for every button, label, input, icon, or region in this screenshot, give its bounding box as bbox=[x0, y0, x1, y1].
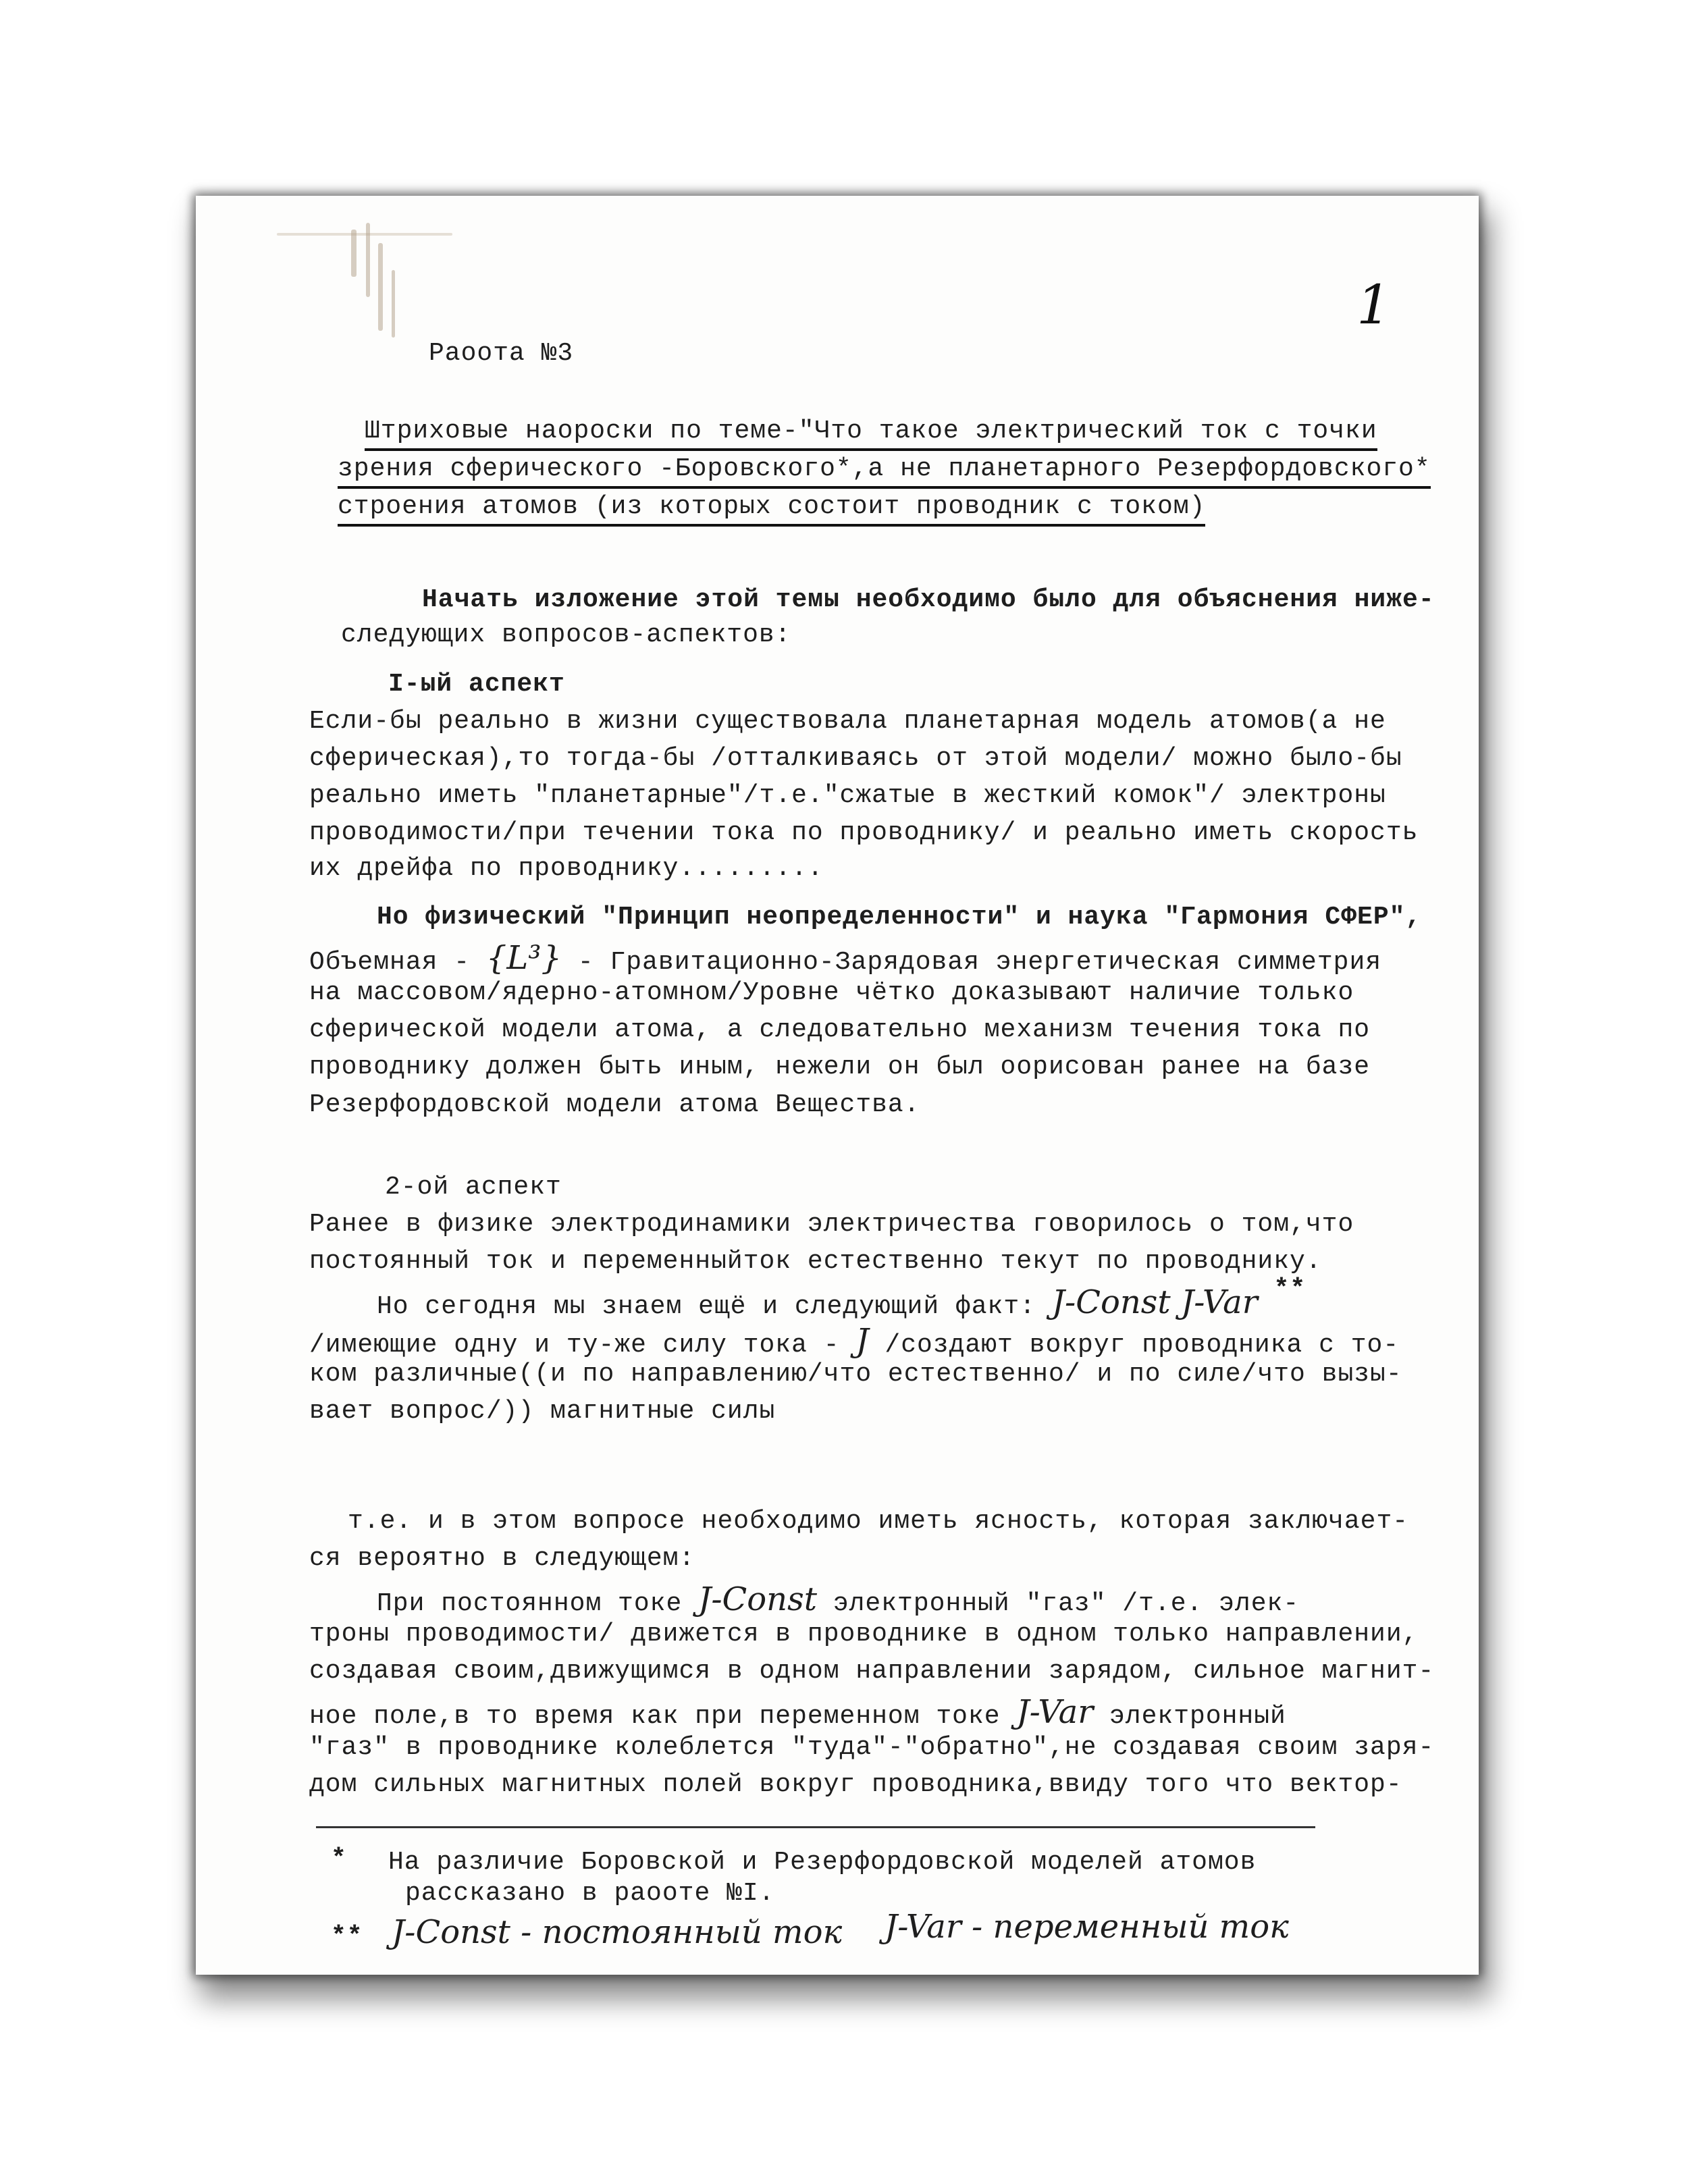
paragraph-line: вает вопрос/)) магнитные силы bbox=[309, 1397, 776, 1426]
heading-line-3: строения атомов (из которых состоит проводник с током) bbox=[338, 494, 1205, 527]
paragraph-text: При постоянном токе bbox=[377, 1589, 683, 1618]
heading-line-1: Штриховые наороски по теме-"Что такое электрический ток с точки bbox=[365, 419, 1377, 451]
paragraph-line: Резерфордовской модели атома Вещества. bbox=[309, 1090, 920, 1119]
paragraph-text: /создают вокруг проводника с то- bbox=[885, 1331, 1400, 1360]
paragraph-line: "газ" в проводнике колеблется "туда"-"обратно",не создавая своим заря- bbox=[309, 1733, 1435, 1762]
footnote-marker: * bbox=[331, 1844, 347, 1873]
stain-mark bbox=[378, 243, 383, 331]
handwritten-formula: J-Var bbox=[1016, 1693, 1094, 1731]
paragraph-line: Ранее в физике электродинамики электричества говорилось о том,что bbox=[309, 1210, 1354, 1239]
intro-line: следующих вопросов-аспектов: bbox=[341, 620, 791, 649]
handwritten-formula: {L³} bbox=[485, 939, 562, 977]
paragraph-line: постоянный ток и переменныйток естественно текут по проводнику. bbox=[309, 1247, 1322, 1276]
handwritten-formula: J bbox=[855, 1322, 869, 1360]
heading-line-2: зрения сферического -Боровского*,а не планетарного Резерфордовского* bbox=[338, 456, 1431, 489]
paragraph-text: /имеющие одну и ту-же силу тока - bbox=[309, 1331, 840, 1360]
handwritten-formula: J-Const bbox=[698, 1580, 818, 1618]
handwritten-footnote: J-Const - постоянный ток bbox=[392, 1913, 843, 1951]
work-title: Раоота №3 bbox=[429, 339, 574, 368]
paragraph-line: их дрейфа по проводнику......... bbox=[309, 854, 824, 883]
paragraph-text: Но сегодня мы знаем ещё и следующий факт: bbox=[377, 1292, 1036, 1321]
paragraph-line: Но физический "Принцип неопределенности" и наука "Гармония СФЕР", bbox=[377, 903, 1422, 932]
paragraph-text: электронный "газ" /т.е. элек- bbox=[833, 1589, 1300, 1618]
page-number: 1 bbox=[1356, 273, 1391, 336]
footnote-marker: ** bbox=[1273, 1275, 1307, 1304]
paragraph-text: - Гравитационно-Зарядовая энергетическая симметрия bbox=[577, 948, 1382, 977]
footnote-separator bbox=[316, 1826, 1315, 1828]
intro-line: Начать изложение этой темы необходимо было для объяснения ниже- bbox=[422, 585, 1435, 614]
paragraph-line: т.е. и в этом вопросе необходимо иметь ясность, которая заключает- bbox=[348, 1507, 1409, 1536]
paragraph-line: проводимости/при течении тока по проводнику/ и реально иметь скорость bbox=[309, 818, 1419, 847]
aspect-1-title: I-ый аспект bbox=[388, 670, 565, 699]
paragraph-line: реально иметь "планетарные"/т.е."сжатые в жесткий комок"/ электроны bbox=[309, 781, 1386, 810]
footnote-line: рассказано в раооте №I. bbox=[405, 1879, 775, 1908]
paragraph-line: проводнику должен быть иным, нежели он был оорисован ранее на базе bbox=[309, 1053, 1371, 1082]
paragraph-line: создавая своим,движущимся в одном направлении зарядом, сильное магнит- bbox=[309, 1657, 1435, 1686]
stain-mark bbox=[392, 270, 395, 338]
paragraph-text: ное поле,в то время как при переменном токе bbox=[309, 1702, 1001, 1731]
stain-mark bbox=[277, 233, 452, 236]
handwritten-formula: J-Const J-Var bbox=[1051, 1283, 1258, 1321]
aspect-2-title: 2-ой аспект bbox=[385, 1173, 562, 1202]
stain-mark bbox=[351, 230, 357, 277]
paragraph-line: троны проводимости/ движется в проводнике в одном только направлении, bbox=[309, 1620, 1419, 1649]
paragraph-line: сферической модели атома, а следовательно механизм течения тока по bbox=[309, 1015, 1371, 1044]
document-page bbox=[196, 196, 1479, 1975]
paragraph-text: электронный bbox=[1109, 1702, 1286, 1731]
paragraph-line: ся вероятно в следующем: bbox=[309, 1544, 695, 1573]
paragraph-text: Объемная - bbox=[309, 948, 471, 977]
footnote-marker: ** bbox=[331, 1922, 363, 1951]
paragraph-line: дом сильных магнитных полей вокруг проводника,ввиду того что вектор- bbox=[309, 1770, 1402, 1799]
paragraph-line: на массовом/ядерно-атомном/Уровне чётко доказывают наличие только bbox=[309, 978, 1354, 1007]
paragraph-line: Если-бы реально в жизни существовала планетарная модель атомов(а не bbox=[309, 707, 1386, 736]
handwritten-footnote: J-Var - переменный ток bbox=[885, 1908, 1289, 1946]
paragraph-line: сферическая),то тогда-бы /отталкиваясь от этой модели/ можно было-бы bbox=[309, 744, 1402, 773]
footnote-line: На различие Боровской и Резерфордовской моделей атомов bbox=[388, 1848, 1257, 1877]
paragraph-line: ком различные((и по направлению/что естественно/ и по силе/что вызы- bbox=[309, 1360, 1402, 1389]
